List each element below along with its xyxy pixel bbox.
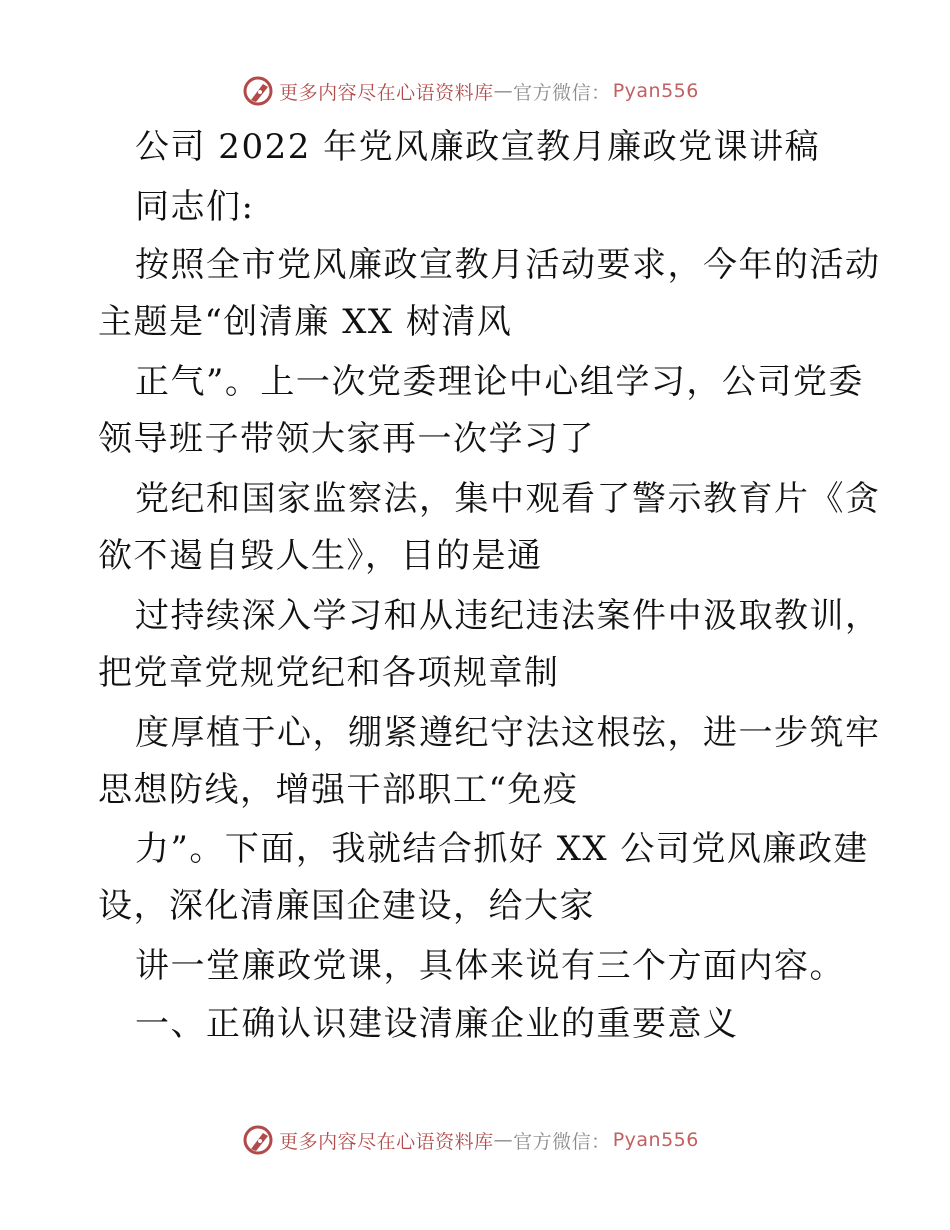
watermark-site-text: 更多内容尽在心语资料库 (279, 81, 494, 104)
paragraph-line: 度厚植于心，绷紧遵纪守法这根弦，进一步筑牢 (135, 713, 881, 753)
salutation: 同志们: (135, 187, 255, 227)
watermark-separator: — (493, 1129, 514, 1151)
watermark-wechat-id: Pyan556 (612, 80, 699, 102)
paragraph-line: 领导班子带领大家再一次学习了 (98, 419, 595, 459)
watermark-label: 官方微信： (513, 1130, 611, 1153)
paragraph-line: 欲不遏自毁人生》，目的是通 (98, 536, 543, 576)
header-watermark (0, 71, 950, 111)
paragraph-line: 党纪和国家监察法，集中观看了警示教育片《贪 (135, 479, 881, 519)
paragraph-line: 过持续深入学习和从违纪违法案件中汲取教训， (135, 596, 881, 636)
watermark-separator: — (493, 80, 514, 102)
paragraph-line: 讲一堂廉政党课，具体来说有三个方面内容。 (135, 946, 845, 986)
paragraph-line: 正气”。上一次党委理论中心组学习，公司党委 (135, 362, 864, 402)
section-heading: 一、正确认识建设清廉企业的重要意义 (135, 1004, 739, 1044)
paragraph-line: 主题是“创清廉 XX 树清风 (98, 302, 513, 342)
paragraph-line: 设，深化清廉国企建设，给大家 (98, 886, 595, 926)
pen-nib-circle-icon (241, 74, 275, 108)
paragraph-line: 力”。下面，我就结合抓好 XX 公司党风廉政建 (135, 829, 869, 869)
footer-watermark (0, 1120, 950, 1160)
watermark-wechat-id: Pyan556 (612, 1129, 699, 1151)
paragraph-line: 按照全市党风廉政宣教月活动要求，今年的活动 (135, 245, 881, 285)
paragraph-line: 思想防线，增强干部职工“免疫 (98, 770, 579, 810)
watermark-label: 官方微信： (513, 81, 611, 104)
document-title: 公司 2022 年党风廉政宣教月廉政党课讲稿 (135, 127, 821, 167)
pen-nib-circle-icon (241, 1123, 275, 1157)
watermark-site-text: 更多内容尽在心语资料库 (279, 1130, 494, 1153)
paragraph-line: 把党章党规党纪和各项规章制 (98, 653, 560, 693)
